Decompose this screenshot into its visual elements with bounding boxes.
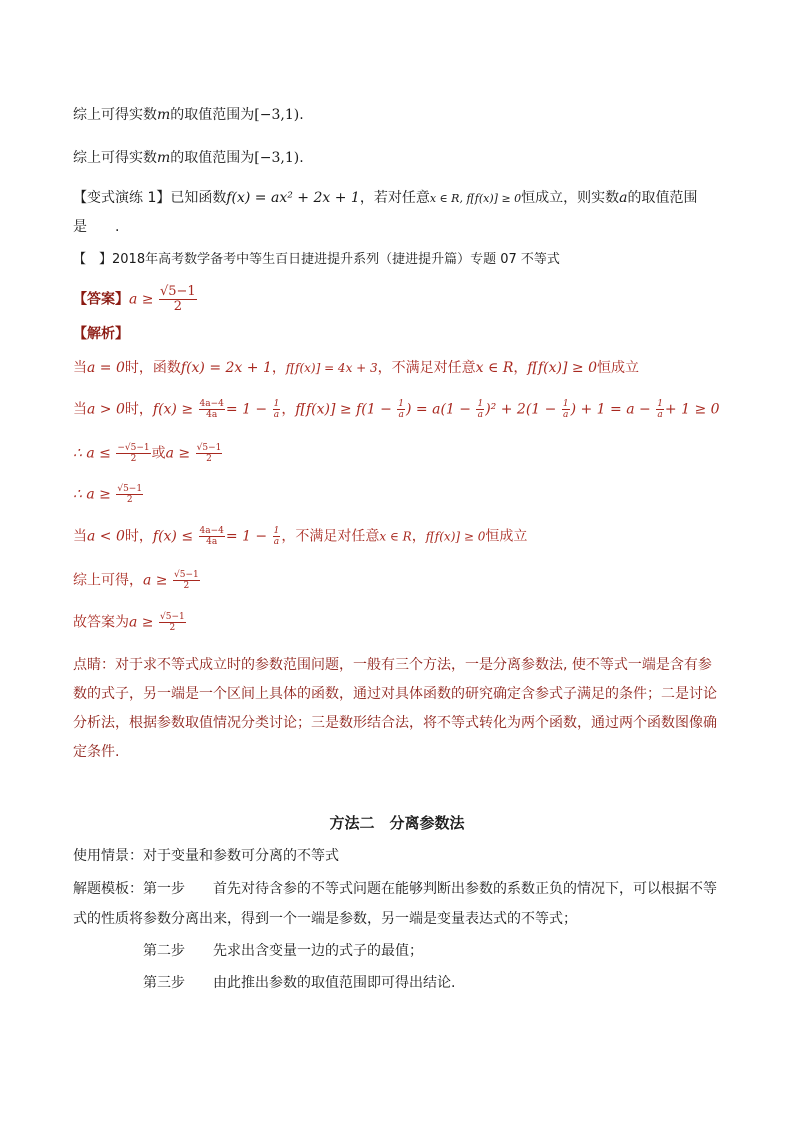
text: . — [299, 107, 304, 123]
math-expr: f(x) ≤ — [152, 528, 194, 545]
text: ， — [411, 528, 426, 545]
text: 的取值范围为 — [170, 150, 255, 166]
denominator: a — [477, 410, 484, 420]
math-var: a — [619, 190, 628, 206]
variant-practice-tail — [73, 217, 119, 237]
numerator: 4a−4 — [199, 526, 224, 536]
fraction — [476, 399, 484, 420]
text: 时， — [124, 401, 153, 418]
denominator: a — [563, 410, 569, 420]
math-expr: a < 0 — [87, 528, 125, 545]
conclusion-line-2 — [73, 148, 304, 168]
math-expr: = 1 − — [225, 528, 268, 545]
math-range: [−3,1) — [254, 107, 300, 123]
fraction — [196, 443, 223, 464]
text: ， — [281, 401, 296, 418]
numerator: 1 — [657, 399, 663, 409]
fraction — [397, 399, 405, 420]
denominator: a — [273, 410, 280, 420]
math-expr: f[f(x)] ≥ f(1 − — [295, 401, 392, 418]
fraction — [159, 612, 186, 633]
numerator: √5−1 — [117, 484, 143, 494]
text: 当 — [73, 360, 87, 376]
source-line — [73, 250, 560, 270]
text: 恒成立 — [485, 528, 528, 545]
denominator: 2 — [130, 454, 137, 464]
denominator: a — [657, 410, 663, 420]
numerator: 4a−4 — [199, 399, 224, 409]
math-expr: ) + 1 = a − — [570, 401, 651, 418]
text: ，若对任意 — [359, 190, 430, 206]
math-expr: a ≥ — [129, 614, 154, 631]
fraction — [273, 526, 281, 547]
final-answer-line — [73, 612, 187, 633]
fraction — [116, 484, 143, 505]
math-var: m — [157, 107, 171, 123]
answer-line — [73, 285, 198, 314]
fraction — [273, 399, 281, 420]
numerator: 1 — [273, 526, 280, 536]
conclusion-line-3 — [73, 570, 201, 591]
text: ，不满足对任意 — [377, 360, 476, 376]
math-var: m — [157, 150, 171, 166]
math-expr: ∴ a ≤ — [73, 445, 111, 462]
math-expr: = 1 − — [225, 401, 268, 418]
numerator: √5−1 — [159, 612, 185, 622]
fraction — [199, 399, 225, 420]
text: 【变式演练 1】已知函数 — [73, 190, 227, 206]
math-expr: f[f(x)] = 4x + 3 — [285, 361, 378, 375]
math-expr: a > 0 — [87, 401, 125, 418]
text: 【解析】 — [73, 326, 129, 342]
text: . — [299, 150, 304, 166]
math-expr: a ≥ — [165, 445, 191, 462]
denominator: 4a — [206, 537, 218, 547]
math-expr: a ≥ — [129, 291, 154, 308]
fraction — [159, 285, 197, 314]
text: 时，函数 — [124, 360, 181, 376]
numerator: 1 — [398, 399, 405, 409]
template-step-1: 解题模板：第一步 首先对待含参的不等式问题在能够判断出参数的系数正负的情况下，可以根据不等式的性质将参数分离出来，得到一个一端是参数，另一端是变量表达式的不等式； — [73, 881, 717, 927]
text: 【 】2018年高考数学备考中等生百日捷进提升系列（捷进提升篇）专题 07 不等式 — [73, 252, 560, 267]
text: ， — [513, 360, 528, 376]
math-expr: ) = a(1 − — [406, 401, 472, 418]
text: 恒成立，则实数 — [521, 190, 620, 206]
text: ， — [271, 360, 286, 376]
template-step-2: 第二步 先求出含变量一边的式子的最值； — [143, 943, 423, 959]
section-title: 方法二 分离参数法 — [329, 814, 465, 832]
denominator: a — [273, 537, 280, 547]
text: 是 . — [73, 219, 120, 235]
fraction — [656, 399, 664, 420]
numerator: 1 — [477, 399, 484, 409]
fraction — [116, 443, 150, 464]
variant-practice-question — [73, 188, 698, 209]
text: 恒成立 — [597, 360, 640, 376]
math-expr: a ≥ — [143, 572, 168, 589]
math-expr: x ∈ R, f[f(x)] ≥ 0 — [429, 192, 522, 205]
fraction — [562, 399, 570, 420]
math-range: [−3,1) — [254, 150, 300, 166]
math-expr: x ∈ R — [475, 360, 514, 376]
numerator: √5−1 — [196, 443, 222, 453]
denominator: 2 — [183, 581, 190, 591]
math-expr: )² + 2(1 − — [485, 401, 557, 418]
math-expr: f(x) = 2x + 1 — [180, 360, 272, 376]
numerator: −√5−1 — [117, 443, 150, 453]
case-a-negative — [73, 526, 527, 547]
math-expr: ∴ a ≥ — [73, 486, 111, 503]
math-expr: f(x) = ax² + 2x + 1 — [226, 190, 360, 206]
numerator: 1 — [273, 399, 280, 409]
denominator: 4a — [206, 410, 218, 420]
analysis-label — [73, 324, 129, 344]
case-a-zero — [73, 358, 639, 378]
denominator: 2 — [169, 623, 176, 633]
template-step-3: 第三步 由此推出参数的取值范围即可得出结论. — [143, 975, 456, 991]
case-a-positive — [73, 399, 720, 420]
text: 时， — [124, 528, 153, 545]
conclusion-line-1 — [73, 105, 304, 125]
denominator: 2 — [206, 454, 212, 464]
therefore-line-2 — [73, 484, 144, 505]
denominator: 2 — [126, 495, 133, 505]
fraction — [173, 570, 200, 591]
math-expr: f[f(x)] ≥ 0 — [527, 360, 598, 376]
text: 综上可得实数 — [73, 107, 157, 123]
denominator: 2 — [173, 299, 182, 314]
numerator: √5−1 — [159, 284, 196, 299]
math-expr: + 1 ≥ 0 — [664, 401, 720, 418]
text: 的取值范围为 — [170, 107, 255, 123]
math-expr: x ∈ R — [379, 529, 412, 544]
text: 综上可得， — [73, 572, 143, 589]
therefore-line-1 — [73, 443, 223, 464]
text: ，不满足对任意 — [281, 528, 380, 545]
numerator: √5−1 — [173, 570, 199, 580]
usage-line: 使用情景：对于变量和参数可分离的不等式 — [73, 848, 339, 864]
tip-paragraph: 点睛：对于求不等式成立时的参数范围问题，一般有三个方法，一是分离参数法, 使不等式一端是含有参数的式子，另一端是一个区间上具体的函数，通过对具体函数的研究确定含参式子满足的条件；二是讨论分析法，根据参数取值情况分类讨论；三是数形结合法，将不等式转化为两个函数，通过两个函数图像确定条件. — [73, 657, 717, 760]
text: 综上可得实数 — [73, 150, 157, 166]
numerator: 1 — [562, 399, 569, 409]
text: 当 — [73, 528, 87, 545]
answer-label: 【答案】 — [73, 291, 129, 308]
math-expr: f(x) ≥ — [152, 401, 194, 418]
text: 的取值范围 — [627, 190, 698, 206]
text: 当 — [73, 401, 87, 418]
text: 故答案为 — [73, 614, 129, 631]
denominator: a — [398, 410, 404, 420]
math-expr: f[f(x)] ≥ 0 — [425, 529, 486, 544]
text: 或 — [151, 445, 166, 462]
math-expr: a = 0 — [87, 360, 125, 376]
fraction — [199, 526, 225, 547]
